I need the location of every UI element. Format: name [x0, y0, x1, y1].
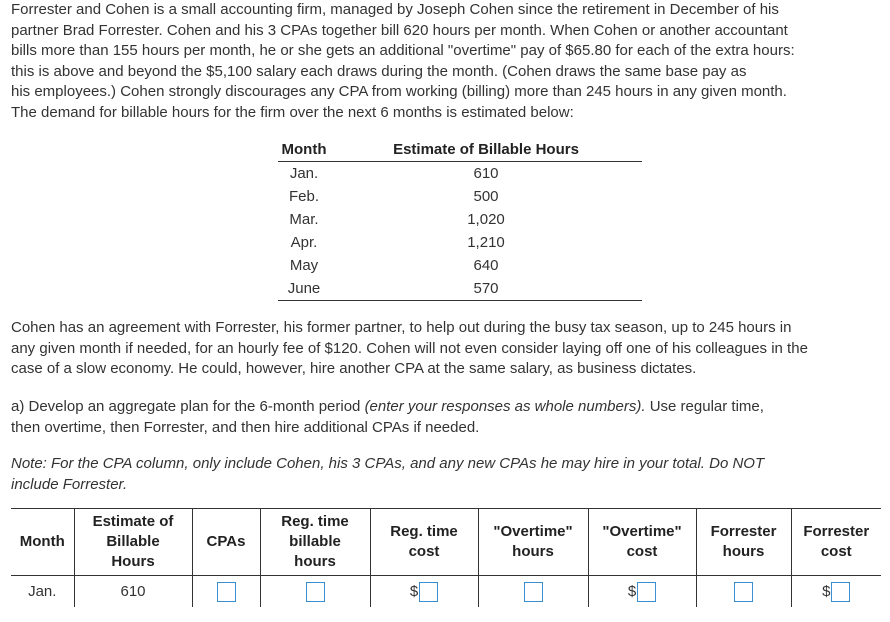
overtime-hours-cell [478, 576, 588, 608]
task-instructions [11, 397, 881, 438]
column-header-month: Month [11, 509, 74, 576]
plan-table-header [11, 509, 881, 576]
column-header-month: Month [278, 137, 330, 162]
month-cell: May [289, 257, 319, 274]
regtime-cost-cell [370, 576, 478, 608]
overtime-hours-input[interactable] [524, 582, 543, 602]
intro-line: The demand for billable hours for the firm over the next 6 months is estimated below: [11, 103, 574, 121]
overtime-cost-cell [588, 576, 696, 608]
agreement-line: case of a slow economy. He could, however, hire another CPA at the same salary, as business dictates. [11, 360, 697, 377]
regtime-hours-input[interactable] [306, 582, 325, 602]
column-header-forrester-hours: Forrester hours [696, 509, 791, 576]
overtime-cost-input[interactable] [637, 582, 656, 602]
forrester-cost-input[interactable] [831, 582, 850, 602]
column-header-overtime-hours: "Overtime" hours [478, 509, 588, 576]
hours-cell: 500 [473, 188, 499, 205]
month-cell: Jan. [289, 165, 319, 182]
column-header-estimate: Estimate of Billable Hours [330, 137, 642, 162]
forrester-cost-cell [791, 576, 881, 608]
aggregate-plan-table [11, 508, 881, 607]
regtime-hours-cell [260, 576, 370, 608]
hours-cell: 610 [473, 165, 499, 182]
hours-cell: 640 [473, 257, 499, 274]
regtime-cost-input[interactable] [419, 582, 438, 602]
month-cell: Mar. [289, 211, 319, 228]
month-cell: June [278, 277, 330, 301]
table-row [278, 254, 642, 277]
cpas-cell [192, 576, 260, 608]
agreement-paragraph [11, 318, 881, 380]
task-text: a) Develop an aggregate plan for the 6-month period [11, 398, 365, 415]
note-paragraph [11, 454, 881, 495]
currency-symbol: $ [409, 583, 419, 600]
currency-symbol: $ [822, 583, 831, 600]
task-hint: (enter your responses as whole numbers). [364, 398, 646, 415]
column-header-estimate: Estimate of Billable Hours [74, 509, 192, 576]
column-header-regtime-hours: Reg. time billable hours [260, 509, 370, 576]
note-line: include Forrester. [11, 475, 128, 493]
task-text: Use regular time, [645, 398, 764, 415]
demand-table-header [278, 137, 642, 162]
agreement-line: any given month if needed, for an hourly fee of $120. Cohen will not even consider laying off one of his colleagues in the [11, 339, 808, 357]
intro-line: partner Brad Forrester. Cohen and his 3 CPAs together bill 620 hours per month. When Cohen or another accountant [11, 21, 788, 39]
currency-symbol: $ [627, 583, 637, 600]
forrester-hours-input[interactable] [734, 582, 753, 602]
intro-line: bills more than 155 hours per month, he or she gets an additional "overtime" pay of $65.80 for each of the extra hours: [11, 42, 795, 59]
cpas-input[interactable] [217, 582, 236, 602]
intro-line: this is above and beyond the $5,100 salary each draws during the month. (Cohen draws the same base pay as [11, 62, 747, 80]
task-line: then overtime, then Forrester, and then hire additional CPAs if needed. [11, 418, 480, 436]
agreement-line: Cohen has an agreement with Forrester, his former partner, to help out during the busy tax season, up to 245 hours in [11, 319, 792, 336]
intro-line: his employees.) Cohen strongly discourages any CPA from working (billing) more than 245 hours in any given month. [11, 83, 787, 100]
month-cell: Jan. [28, 583, 57, 600]
column-header-overtime-cost: "Overtime" cost [588, 509, 696, 576]
forrester-hours-cell [696, 576, 791, 608]
estimate-cell: 610 [74, 576, 192, 608]
task-line [11, 397, 881, 418]
hours-cell: 1,210 [467, 234, 505, 251]
table-row [278, 231, 642, 254]
intro-paragraph [11, 0, 881, 123]
note-line: Note: For the CPA column, only include Cohen, his 3 CPAs, and any new CPAs he may hire in your total. Do NOT [11, 455, 765, 472]
hours-cell: 570 [330, 277, 642, 301]
table-row [278, 208, 642, 231]
table-row [11, 576, 881, 608]
column-header-regtime-cost: Reg. time cost [370, 509, 478, 576]
month-cell: Apr. [290, 234, 318, 251]
table-row [278, 185, 642, 208]
hours-cell: 1,020 [467, 211, 505, 228]
demand-table [278, 137, 642, 301]
table-row [278, 277, 642, 301]
table-row [278, 162, 642, 186]
intro-line: Forrester and Cohen is a small accounting firm, managed by Joseph Cohen since the retirement in December of his [11, 1, 779, 18]
month-cell: Feb. [288, 188, 319, 205]
column-header-cpas: CPAs [192, 509, 260, 576]
column-header-forrester-cost: Forrester cost [791, 509, 881, 576]
